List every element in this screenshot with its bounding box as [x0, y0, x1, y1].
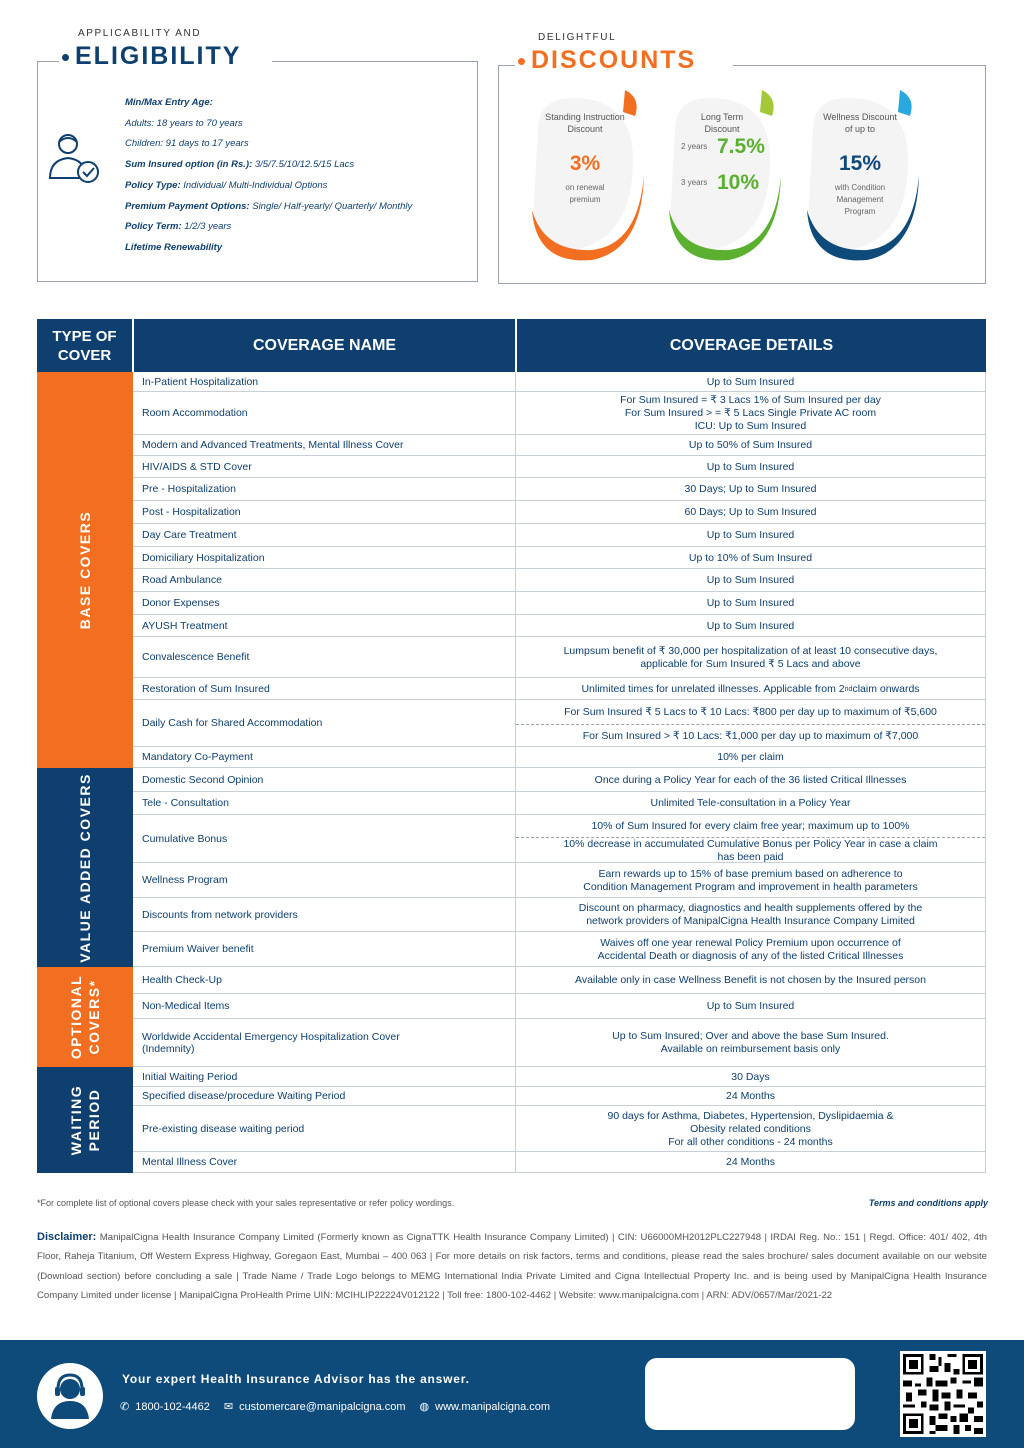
footer-phone[interactable]: ✆ 1800-102-4462	[120, 1400, 210, 1413]
table-row	[133, 700, 986, 747]
qr-code-icon[interactable]	[900, 1351, 986, 1437]
coverage-detail-text: For Sum Insured = ₹ 3 Lacs 1% of Sum Insured per day For Sum Insured > = ₹ 5 Lacs Single Private AC room ICU: Up to Sum Insured	[620, 394, 881, 432]
coverage-name: Road Ambulance	[133, 569, 516, 591]
coverage-details	[516, 592, 986, 614]
coverage-details	[516, 700, 986, 746]
discount-label: Wellness Discount of up to	[823, 112, 897, 134]
coverage-detail-text: Available only in case Wellness Benefit is not chosen by the Insured person	[575, 974, 926, 986]
coverage-details	[516, 501, 986, 523]
coverage-details	[516, 768, 986, 791]
coverage-name: Worldwide Accidental Emergency Hospitalization Cover (Indemnity)	[133, 1019, 516, 1066]
coverage-name: Domiciliary Hospitalization	[133, 547, 516, 568]
discount-value: 15%	[838, 152, 882, 175]
headset-advisor-icon	[37, 1363, 103, 1429]
coverage-details	[516, 637, 986, 677]
coverage-detail-text: Up to Sum Insured	[706, 1000, 795, 1012]
table-row	[133, 1087, 986, 1106]
coverage-details	[516, 1087, 986, 1105]
coverage-name: HIV/AIDS & STD Cover	[133, 456, 516, 477]
table-row	[133, 547, 986, 569]
disclaimer: Disclaimer: ManipalCigna Health Insurance Company Limited (Formerly known as CignaTTK Health Insurance Company Limited) | CIN: U66000MH2012PLC227948 | IRDAI Reg. No.: 151 | Regd. Office: 401/ 402, 4th Floor, Raheja Titanium, Off Western Express Highway, Goregaon East, Mumbai – 400 063 | For more details on risk factors, terms and conditions, please read the sales brochure/ sales document available on our website (Download section) before concluding a sale | Trade Name / Trade Logo belongs to MEMG International India Private Limited and Cigna Intellectual Property Inc. and is being used by ManipalCigna Health Insurance Company Limited under license | ManipalCigna ProHealth Prime UIN: MCIHLIP22224V012122 | Toll free: 1800-102-4462 | Website: www.manipalcigna.com | ARN: ADV/0657/Mar/2021-22	[37, 1231, 987, 1301]
table-row	[133, 994, 986, 1019]
coverage-detail-text: Up to Sum Insured	[706, 597, 795, 609]
section-waiting-period	[37, 1067, 133, 1173]
section-base-covers	[37, 372, 133, 768]
discount-2yr-value: 7.5%	[717, 135, 765, 158]
coverage-detail-text: For Sum Insured ₹ 5 Lacs to ₹ 10 Lacs: ₹800 per day up to maximum of ₹5,600	[564, 705, 937, 718]
coverage-details	[516, 1152, 986, 1172]
coverage-detail-text: Waives off one year renewal Policy Premium upon occurrence of Accidental Death or diagnosis of any of the listed Critical Illnesses	[597, 936, 904, 962]
coverage-details	[516, 478, 986, 500]
table-row	[133, 615, 986, 637]
eligibility-item: Lifetime Renewability	[125, 241, 223, 253]
terms-link[interactable]: Terms and conditions apply	[868, 1198, 988, 1208]
coverage-details	[516, 524, 986, 546]
coverage-detail-text: 10% of Sum Insured for every claim free year; maximum up to 100%	[591, 819, 910, 832]
coverage-detail-text: Earn rewards up to 15% of base premium based on adherence to Condition Management Program and improvement in health parameters	[583, 867, 918, 893]
eligibility-item: Adults: 18 years to 70 years	[125, 117, 243, 129]
eligibility-item: Sum Insured option (in Rs.): 3/5/7.5/10/12.5/15 Lacs	[125, 159, 355, 171]
section-value-added-covers	[37, 768, 133, 967]
coverage-details	[516, 792, 986, 814]
table-row	[133, 898, 986, 932]
coverage-name: Daily Cash for Shared Accommodation	[133, 700, 516, 746]
eligibility-list	[125, 93, 412, 259]
footer-blank-panel	[645, 1358, 855, 1430]
coverage-detail-text: 24 Months	[725, 1090, 776, 1102]
table-row	[133, 637, 986, 678]
coverage-name: In-Patient Hospitalization	[133, 372, 516, 391]
discount-3yr-label: 3 years	[681, 178, 708, 187]
table-row	[133, 569, 986, 592]
coverage-detail-text: Discount on pharmacy, diagnostics and health supplements offered by the network providers of ManipalCigna Health Insurance Company Limited	[578, 902, 923, 927]
coverage-details	[516, 994, 986, 1018]
section-label: WAITING PERIOD	[68, 1084, 102, 1156]
coverage-details	[516, 967, 986, 993]
header-type-of-cover: TYPE OF COVER	[37, 319, 132, 372]
coverage-name: AYUSH Treatment	[133, 615, 516, 636]
coverage-details	[516, 932, 986, 966]
footer-bar	[0, 1340, 1024, 1448]
table-row	[133, 1067, 986, 1087]
section-optional-covers	[37, 967, 133, 1067]
coverage-name: Discounts from network providers	[133, 898, 516, 931]
coverage-name: Donor Expenses	[133, 592, 516, 614]
eligibility-item: Premium Payment Options: Single/ Half-yearly/ Quarterly/ Monthly	[125, 200, 413, 212]
coverage-name: Convalescence Benefit	[133, 637, 516, 677]
footnote: *For complete list of optional covers please check with your sales representative or refer policy wordings.	[37, 1198, 455, 1208]
coverage-detail-text: For Sum Insured > ₹ 10 Lacs: ₹1,000 per day up to maximum of ₹7,000	[516, 724, 985, 747]
table-row	[133, 501, 986, 524]
coverage-details	[516, 747, 986, 767]
table-row	[133, 678, 986, 700]
table-row	[133, 592, 986, 615]
eligibility-item: Policy Term: 1/2/3 years	[125, 221, 232, 233]
footer-website[interactable]: ◍ www.manipalcigna.com	[419, 1400, 551, 1413]
eligibility-item: Min/Max Entry Age:	[125, 97, 213, 108]
discount-card-standing-instruction	[530, 90, 654, 270]
coverage-name: Post - Hospitalization	[133, 501, 516, 523]
coverage-name: Health Check-Up	[133, 967, 516, 993]
table-row	[133, 478, 986, 501]
coverage-detail-text: Up to Sum Insured	[706, 529, 795, 541]
coverage-detail-text: Up to Sum Insured	[706, 619, 795, 632]
mail-icon: ✉	[223, 1401, 234, 1413]
coverage-detail-text: Once during a Policy Year for each of the 36 listed Critical Illnesses	[594, 773, 907, 786]
coverage-detail-text: Up to 10% of Sum Insured	[688, 551, 813, 564]
table-row	[133, 768, 986, 792]
table-row	[133, 792, 986, 815]
table-row	[133, 1152, 986, 1173]
phone-icon: ✆	[120, 1401, 130, 1413]
coverage-details	[516, 1106, 986, 1151]
coverage-details	[516, 435, 986, 455]
eligibility-item: Children: 91 days to 17 years	[125, 138, 249, 150]
coverage-name: Restoration of Sum Insured	[133, 678, 516, 699]
header-coverage-details: COVERAGE DETAILS	[517, 319, 986, 372]
table-row	[133, 1019, 986, 1067]
footer-contacts	[120, 1400, 550, 1413]
eligibility-kicker: APPLICABILITY AND	[78, 28, 202, 39]
coverage-name: Mental Illness Cover	[133, 1152, 516, 1172]
section-label: VALUE ADDED COVERS	[77, 772, 93, 963]
discount-value: 3%	[569, 152, 601, 175]
globe-icon: ◍	[419, 1401, 430, 1413]
coverage-name: Premium Waiver benefit	[133, 932, 516, 966]
section-label: BASE COVERS	[77, 510, 93, 630]
coverage-details	[516, 898, 986, 931]
coverage-detail-text: Unlimited Tele-consultation in a Policy Year	[650, 797, 851, 809]
coverage-name: Room Accommodation	[133, 392, 516, 434]
coverage-name: Pre-existing disease waiting period	[133, 1106, 516, 1151]
user-check-icon	[46, 130, 104, 188]
discount-3yr-value: 10%	[717, 171, 760, 194]
coverage-name: Initial Waiting Period	[133, 1067, 516, 1086]
coverage-details	[516, 615, 986, 636]
coverage-name: Mandatory Co-Payment	[133, 747, 516, 767]
discount-note: on renewal premium	[565, 183, 605, 204]
table-row	[133, 967, 986, 994]
discounts-kicker: DELIGHTFUL	[538, 32, 617, 43]
coverage-details	[516, 372, 986, 391]
coverage-name: Wellness Program	[133, 863, 516, 897]
coverage-detail-text: 10% decrease in accumulated Cumulative Bonus per Policy Year in case a claim has been paid	[516, 837, 985, 863]
table-row	[133, 372, 986, 392]
coverage-detail-text: Lumpsum benefit of ₹ 30,000 per hospitalization of at least 10 consecutive days, applicable for Sum Insured ₹ 5 Lacs and above	[563, 644, 938, 670]
table-row	[133, 1106, 986, 1152]
coverage-detail-text: 24 Months	[725, 1156, 776, 1168]
coverage-details	[516, 456, 986, 477]
coverage-details	[516, 1067, 986, 1086]
footer-headline: Your expert Health Insurance Advisor has the answer.	[122, 1372, 470, 1386]
coverage-detail-text: 30 Days; Up to Sum Insured	[684, 483, 817, 495]
discount-label: Long Term Discount	[700, 112, 744, 134]
coverage-details	[516, 1019, 986, 1066]
coverage-details	[516, 392, 986, 434]
coverage-detail-text: Up to Sum Insured	[706, 574, 795, 586]
footer-email[interactable]: ✉ customercare@manipalcigna.com	[223, 1400, 406, 1413]
coverage-detail-text: Up to Sum Insured	[706, 375, 795, 388]
coverage-details	[516, 547, 986, 568]
table-row	[133, 932, 986, 967]
table-row	[133, 815, 986, 863]
coverage-name: Specified disease/procedure Waiting Period	[133, 1087, 516, 1105]
discount-2yr-label: 2 years	[681, 142, 708, 151]
eligibility-title: ELIGIBILITY	[62, 42, 241, 71]
coverage-detail-text: Up to Sum Insured; Over and above the base Sum Insured. Available on reimbursement basis only	[612, 1030, 889, 1055]
coverage-detail-text: Unlimited times for unrelated illnesses. Applicable from 2 nd claim onwards	[581, 682, 920, 695]
coverage-name: Tele - Consultation	[133, 792, 516, 814]
coverage-details	[516, 678, 986, 699]
discount-note: with Condition Management Program	[834, 183, 886, 216]
eligibility-item: Policy Type: Individual/ Multi-Individual Options	[125, 179, 328, 191]
coverage-details	[516, 863, 986, 897]
coverage-name: Domestic Second Opinion	[133, 768, 516, 791]
coverage-detail-text: 60 Days; Up to Sum Insured	[684, 506, 817, 518]
coverage-name: Modern and Advanced Treatments, Mental Illness Cover	[133, 435, 516, 455]
coverage-details	[516, 815, 986, 862]
table-row	[133, 863, 986, 898]
coverage-detail-text: Up to Sum Insured	[706, 460, 795, 473]
section-label: OPTIONAL COVERS*	[68, 974, 102, 1060]
coverage-details	[516, 569, 986, 591]
coverage-detail-text: Up to 50% of Sum Insured	[688, 439, 813, 451]
table-row	[133, 524, 986, 547]
coverage-name: Day Care Treatment	[133, 524, 516, 546]
coverage-name: Pre - Hospitalization	[133, 478, 516, 500]
coverage-detail-text: 30 Days	[731, 1070, 770, 1083]
table-row	[133, 747, 986, 768]
discount-label: Standing Instruction Discount	[545, 112, 625, 134]
header-coverage-name: COVERAGE NAME	[134, 319, 515, 372]
coverage-name: Non-Medical Items	[133, 994, 516, 1018]
table-row	[133, 435, 986, 456]
coverage-name: Cumulative Bonus	[133, 815, 516, 862]
discount-card-wellness	[805, 90, 929, 270]
table-row	[133, 456, 986, 478]
discount-card-long-term	[667, 90, 791, 270]
table-row	[133, 392, 986, 435]
coverage-detail-text: 10% per claim	[717, 751, 784, 763]
coverage-detail-text: 90 days for Asthma, Diabetes, Hypertension, Dyslipidaemia & Obesity related conditions For all other conditions - 24 months	[607, 1109, 894, 1148]
discounts-title: DISCOUNTS	[518, 46, 696, 75]
